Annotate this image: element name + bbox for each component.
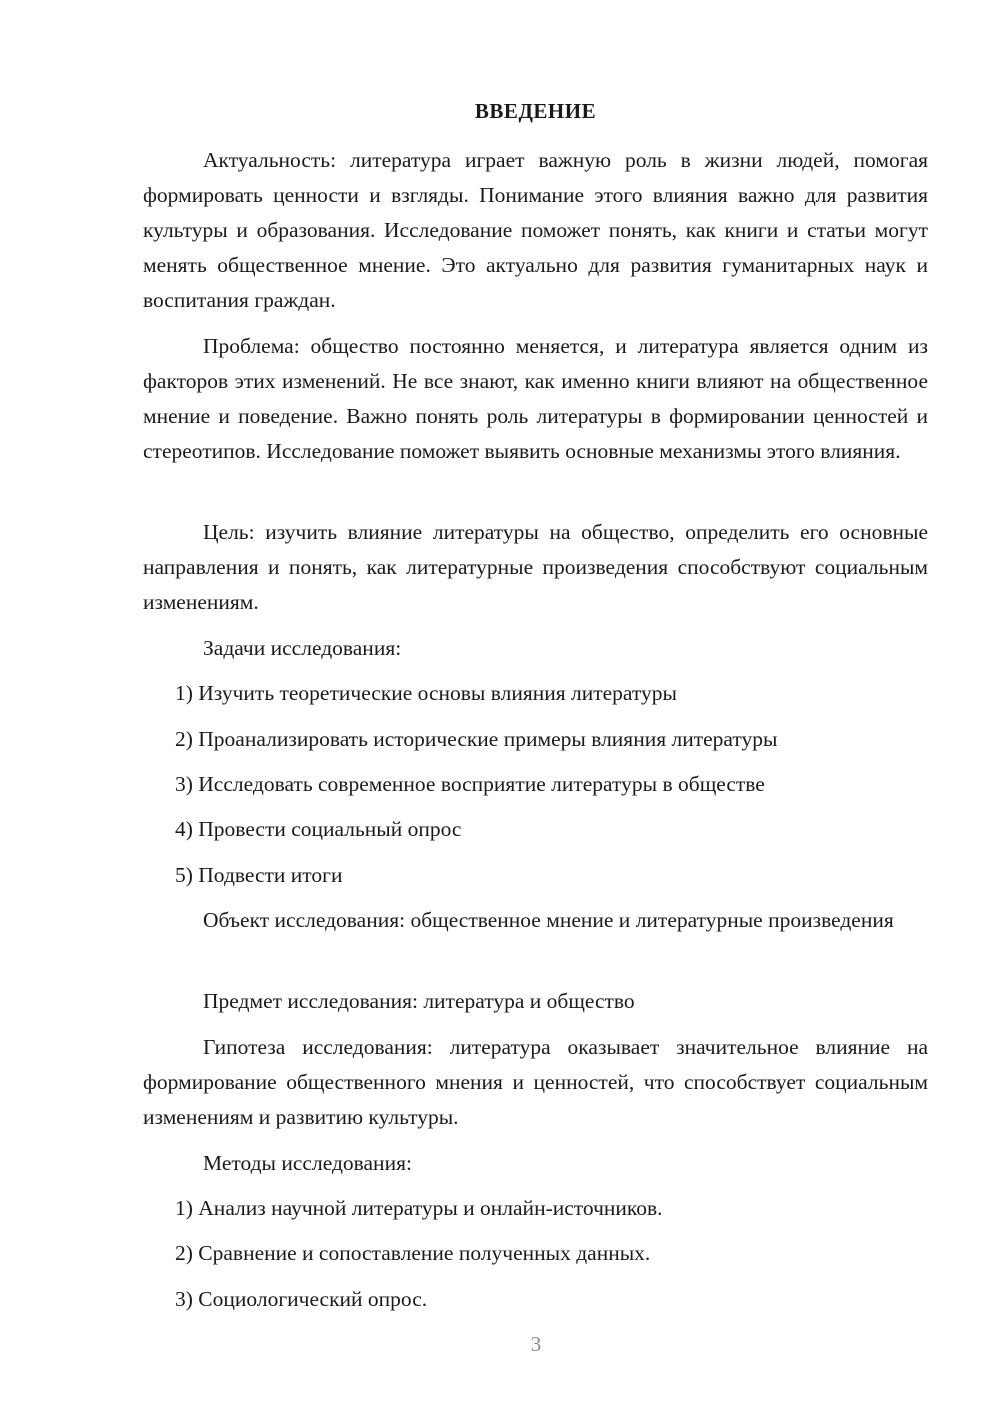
subject-paragraph: Предмет исследования: литература и общество (203, 989, 635, 1013)
method-item-2: 2) Сравнение и сопоставление полученных данных. (175, 1241, 651, 1265)
task-item-5: 5) Подвести итоги (175, 863, 343, 887)
page-number: 3 (530, 1332, 542, 1356)
hypothesis-paragraph: Гипотеза исследования: литература оказывает значительное влияние на формирование общественного мнения и ценностей, что способствует социальным изменениям и развитию культуры. (143, 1035, 928, 1129)
method-item-1: 1) Анализ научной литературы и онлайн-источников. (175, 1196, 663, 1220)
task-item-2: 2) Проанализировать исторические примеры влияния литературы (175, 727, 778, 751)
methods-heading: Методы исследования: (203, 1151, 412, 1175)
relevance-paragraph: Актуальность: литература играет важную роль в жизни людей, помогая формировать ценности и взгляды. Понимание этого влияния важно для развития культуры и образования. Исследование поможет понять, как книги и статьи могут менять общественное мнение. Это актуально для развития гуманитарных наук и воспитания граждан. (143, 148, 928, 312)
task-item-1: 1) Изучить теоретические основы влияния литературы (175, 681, 677, 705)
page-title: ВВЕДЕНИЕ (474, 99, 597, 123)
tasks-heading: Задачи исследования: (203, 636, 402, 660)
task-item-4: 4) Провести социальный опрос (175, 817, 462, 841)
goal-paragraph: Цель: изучить влияние литературы на общество, определить его основные направления и понять, как литературные произведения способствуют социальным изменениям. (143, 520, 928, 614)
task-item-3: 3) Исследовать современное восприятие литературы в обществе (175, 772, 765, 796)
problem-paragraph: Проблема: общество постоянно меняется, и литература является одним из факторов этих изменений. Не все знают, как именно книги влияют на общественное мнение и поведение. Важно понять роль литературы в формировании ценностей и стереотипов. Исследование поможет выявить основные механизмы этого влияния. (143, 334, 928, 463)
object-paragraph: Объект исследования: общественное мнение и литературные произведения (203, 908, 894, 932)
method-item-3: 3) Социологический опрос. (175, 1287, 428, 1311)
